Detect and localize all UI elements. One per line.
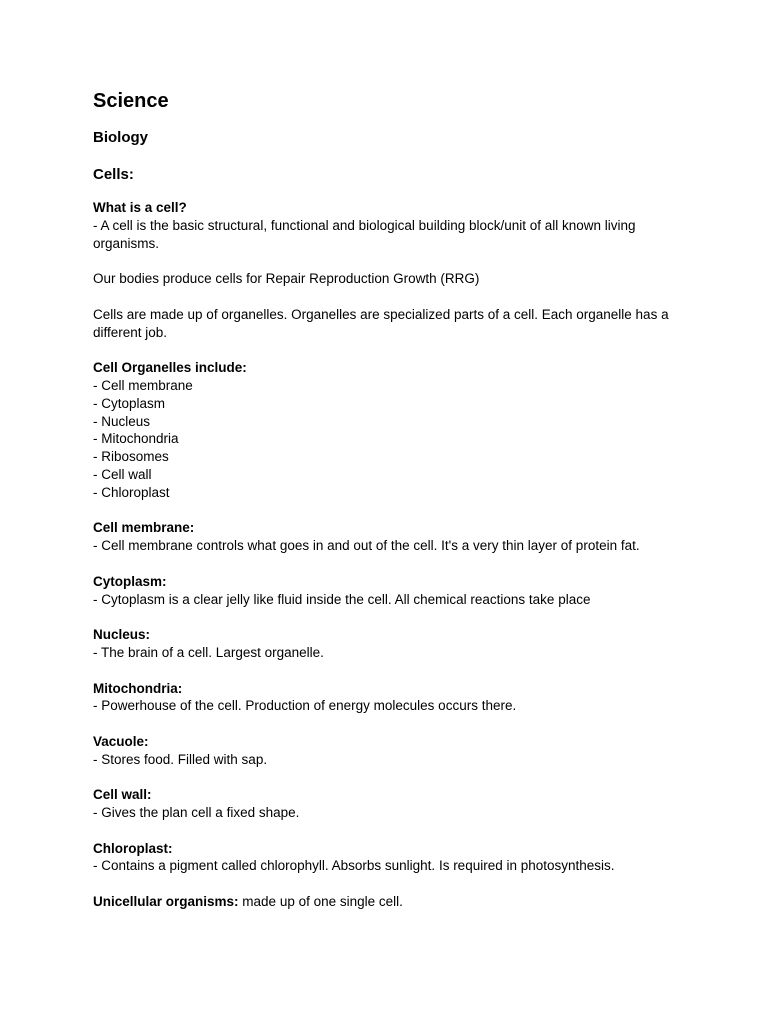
list-item: - Cell wall xyxy=(93,466,152,482)
what-is-cell-heading: What is a cell? xyxy=(93,200,187,215)
organelles-list-heading: Cell Organelles include: xyxy=(93,360,247,376)
nucleus-section xyxy=(93,626,693,662)
section-heading: Chloroplast: xyxy=(93,840,173,856)
section-text: - Cell membrane controls what goes in and out of the cell. It's a very thin layer of protein fat. xyxy=(93,538,640,554)
section-heading: Nucleus: xyxy=(93,627,151,643)
cytoplasm-section xyxy=(93,573,693,609)
list-item: - Chloroplast xyxy=(93,484,170,500)
section-text: - Powerhouse of the cell. Production of energy molecules occurs there. xyxy=(93,698,517,714)
mitochondria-section xyxy=(93,680,693,716)
list-item: - Mitochondria xyxy=(93,431,179,447)
chloroplast-section xyxy=(93,840,693,876)
section-text: - Contains a pigment called chlorophyll. Absorbs sunlight. Is required in photosynthesis. xyxy=(93,858,615,874)
organelles-intro-paragraph xyxy=(93,306,693,342)
section-text: - The brain of a cell. Largest organelle. xyxy=(93,644,324,660)
section-heading: Cell membrane: xyxy=(93,520,195,536)
cell-membrane-section xyxy=(93,519,693,555)
unicellular-term: Unicellular organisms: xyxy=(93,894,239,910)
rrg-paragraph xyxy=(93,270,693,288)
unicellular-line xyxy=(93,893,693,911)
list-item: - Cell membrane xyxy=(93,377,193,393)
unicellular-definition-text: made up of one single cell. xyxy=(238,894,403,910)
what-is-cell-text: - A cell is the basic structural, functional and biological building block/unit of all known living organisms. xyxy=(93,217,636,251)
section-text: - Gives the plan cell a fixed shape. xyxy=(93,805,300,821)
section-text: - Stores food. Filled with sap. xyxy=(93,751,268,767)
vacuole-section xyxy=(93,733,693,769)
list-item: - Cytoplasm xyxy=(93,395,166,411)
rrg-text: Our bodies produce cells for Repair Reproduction Growth (RRG) xyxy=(93,271,480,287)
what-is-cell-section xyxy=(93,199,693,252)
document-title: Science xyxy=(93,90,169,112)
list-item: - Ribosomes xyxy=(93,449,169,465)
document-page xyxy=(93,88,693,929)
section-heading: Vacuole: xyxy=(93,733,149,749)
section-heading: Cell wall: xyxy=(93,787,152,803)
topic-heading: Cells: xyxy=(93,166,134,183)
unicellular-definition xyxy=(93,893,693,911)
section-heading: Mitochondria: xyxy=(93,680,183,696)
organelles-list-section xyxy=(93,359,693,501)
section-text: - Cytoplasm is a clear jelly like fluid inside the cell. All chemical reactions take place xyxy=(93,591,591,607)
section-heading: Cytoplasm: xyxy=(93,573,167,589)
organelles-intro-text: Cells are made up of organelles. Organelles are specialized parts of a cell. Each organelle has a different job. xyxy=(93,306,669,340)
subject-heading: Biology xyxy=(93,129,148,146)
list-item: - Nucleus xyxy=(93,413,151,429)
cell-wall-section xyxy=(93,786,693,822)
